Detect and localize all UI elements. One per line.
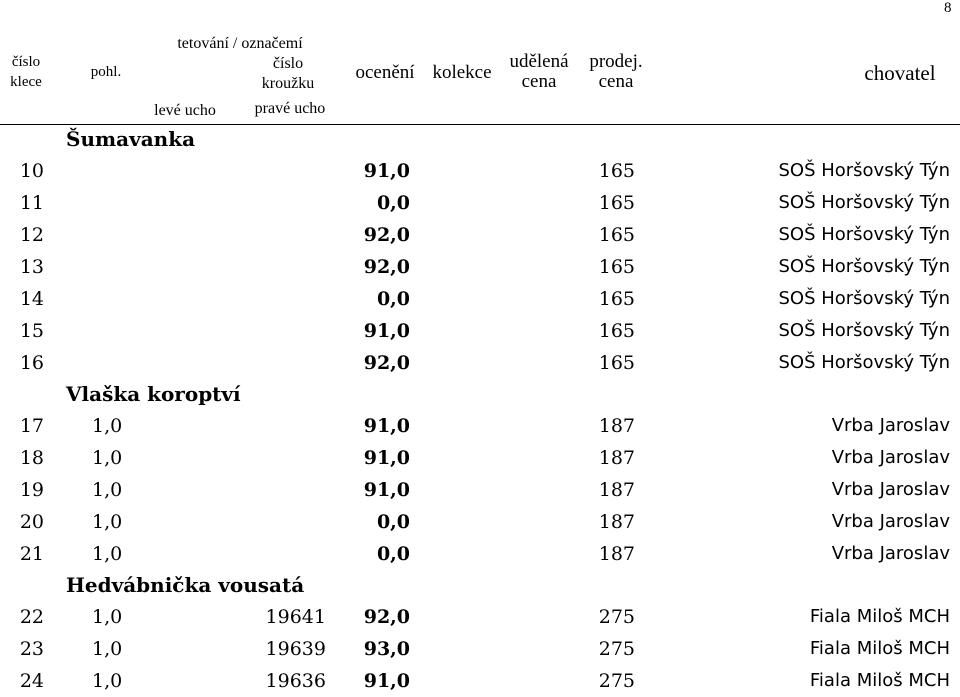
award-score: 91,0 bbox=[363, 160, 410, 182]
sale-price: 275 bbox=[598, 670, 635, 692]
ring-number: 19641 bbox=[265, 606, 326, 628]
cage-number: 12 bbox=[19, 224, 44, 246]
sale-price: 187 bbox=[598, 415, 635, 437]
header-cage-line1: číslo bbox=[11, 54, 41, 70]
header-prize-line1: udělená bbox=[509, 51, 569, 72]
breeder-name: Fiala Miloš MCH bbox=[809, 606, 950, 627]
award-score: 92,0 bbox=[363, 256, 410, 278]
cage-number: 20 bbox=[19, 511, 44, 533]
award-score: 0,0 bbox=[376, 543, 410, 565]
page-number: 8 bbox=[944, 0, 952, 16]
header-sale-price bbox=[578, 52, 654, 92]
sex-cell: 1,0 bbox=[92, 543, 123, 565]
sale-price: 187 bbox=[598, 511, 635, 533]
table-row bbox=[0, 633, 960, 665]
cage-number: 24 bbox=[19, 670, 44, 692]
cage-number: 18 bbox=[19, 447, 44, 469]
table-row bbox=[0, 155, 960, 187]
award-score: 0,0 bbox=[376, 192, 410, 214]
sex-cell: 1,0 bbox=[92, 638, 123, 660]
award-score: 92,0 bbox=[363, 224, 410, 246]
cage-number: 13 bbox=[19, 256, 44, 278]
table-row bbox=[0, 506, 960, 538]
table-row bbox=[0, 410, 960, 442]
header-cage-line2: klece bbox=[10, 74, 42, 90]
sale-price: 275 bbox=[598, 638, 635, 660]
sale-price: 165 bbox=[598, 256, 635, 278]
award-score: 93,0 bbox=[363, 638, 410, 660]
table-row bbox=[0, 474, 960, 506]
breeder-name: Vrba Jaroslav bbox=[831, 447, 950, 468]
sex-cell: 1,0 bbox=[92, 606, 123, 628]
sex-cell: 1,0 bbox=[92, 415, 123, 437]
breeder-name: SOŠ Horšovský Týn bbox=[778, 256, 950, 277]
sex-cell: 1,0 bbox=[92, 479, 123, 501]
award-score: 92,0 bbox=[363, 352, 410, 374]
breed-name: Vlaška koroptví bbox=[66, 382, 241, 406]
cage-number: 22 bbox=[19, 606, 44, 628]
breeder-name: SOŠ Horšovský Týn bbox=[778, 192, 950, 213]
breeder-name: SOŠ Horšovský Týn bbox=[778, 160, 950, 181]
cage-number: 21 bbox=[19, 543, 44, 565]
table-row bbox=[0, 283, 960, 315]
sale-price: 165 bbox=[598, 192, 635, 214]
sale-price: 165 bbox=[598, 224, 635, 246]
header-ring-line1: číslo bbox=[272, 55, 304, 72]
sale-price: 187 bbox=[598, 543, 635, 565]
table-row bbox=[0, 442, 960, 474]
breeder-name: SOŠ Horšovský Týn bbox=[778, 288, 950, 309]
cage-number: 23 bbox=[19, 638, 44, 660]
cage-number: 19 bbox=[19, 479, 44, 501]
sale-price: 165 bbox=[598, 288, 635, 310]
award-score: 91,0 bbox=[363, 320, 410, 342]
header-sex: pohl. bbox=[90, 64, 122, 80]
sale-price: 165 bbox=[598, 352, 635, 374]
table-row bbox=[0, 251, 960, 283]
header-tattoo-title: tetování / označemí bbox=[177, 35, 303, 52]
sex-cell: 1,0 bbox=[92, 511, 123, 533]
table-row bbox=[0, 347, 960, 379]
breeder-name: SOŠ Horšovský Týn bbox=[778, 352, 950, 373]
breeder-name: Vrba Jaroslav bbox=[831, 479, 950, 500]
header-left-ear: levé ucho bbox=[154, 102, 216, 119]
ring-number: 19636 bbox=[265, 670, 326, 692]
breeder-name: Vrba Jaroslav bbox=[831, 415, 950, 436]
header-prize bbox=[500, 52, 578, 92]
sale-price: 165 bbox=[598, 320, 635, 342]
header-collection: kolekce bbox=[432, 62, 492, 83]
breeder-name: Vrba Jaroslav bbox=[831, 511, 950, 532]
breed-name: Hedvábnička vousatá bbox=[66, 573, 305, 597]
sex-cell: 1,0 bbox=[92, 670, 123, 692]
cage-number: 11 bbox=[19, 192, 44, 214]
breeder-name: SOŠ Horšovský Týn bbox=[778, 224, 950, 245]
table-row bbox=[0, 315, 960, 347]
table-row bbox=[0, 219, 960, 251]
breeder-name: Fiala Miloš MCH bbox=[809, 638, 950, 659]
award-score: 91,0 bbox=[363, 447, 410, 469]
ring-number: 19639 bbox=[265, 638, 326, 660]
header-prize-line2: cena bbox=[521, 71, 557, 92]
header-breeder: chovatel bbox=[864, 61, 936, 85]
award-score: 92,0 bbox=[363, 606, 410, 628]
breeder-name: Vrba Jaroslav bbox=[831, 543, 950, 564]
header-sale-line2: cena bbox=[598, 71, 634, 92]
cage-number: 17 bbox=[19, 415, 44, 437]
header-ring bbox=[244, 54, 332, 94]
sale-price: 165 bbox=[598, 160, 635, 182]
breeder-name: SOŠ Horšovský Týn bbox=[778, 320, 950, 341]
sale-price: 275 bbox=[598, 606, 635, 628]
cage-number: 10 bbox=[19, 160, 44, 182]
table-row bbox=[0, 601, 960, 633]
award-score: 91,0 bbox=[363, 479, 410, 501]
award-score: 0,0 bbox=[376, 288, 410, 310]
table-row bbox=[0, 665, 960, 697]
table-row bbox=[0, 187, 960, 219]
cage-number: 14 bbox=[19, 288, 44, 310]
header-ring-line2: kroužku bbox=[261, 75, 315, 92]
breeder-name: Fiala Miloš MCH bbox=[809, 670, 950, 691]
award-score: 91,0 bbox=[363, 415, 410, 437]
table-body bbox=[0, 124, 960, 697]
sale-price: 187 bbox=[598, 479, 635, 501]
header-right-ear: pravé ucho bbox=[254, 100, 326, 117]
group-heading bbox=[0, 379, 960, 410]
group-heading bbox=[0, 570, 960, 601]
header-award: ocenění bbox=[355, 62, 415, 83]
sale-price: 187 bbox=[598, 447, 635, 469]
sex-cell: 1,0 bbox=[92, 447, 123, 469]
award-score: 0,0 bbox=[376, 511, 410, 533]
group-heading bbox=[0, 124, 960, 155]
cage-number: 16 bbox=[19, 352, 44, 374]
header-cage bbox=[4, 52, 48, 92]
breed-name: Šumavanka bbox=[66, 127, 196, 151]
header-sale-line1: prodej. bbox=[589, 51, 643, 72]
cage-number: 15 bbox=[19, 320, 44, 342]
award-score: 91,0 bbox=[363, 670, 410, 692]
table-row bbox=[0, 538, 960, 570]
